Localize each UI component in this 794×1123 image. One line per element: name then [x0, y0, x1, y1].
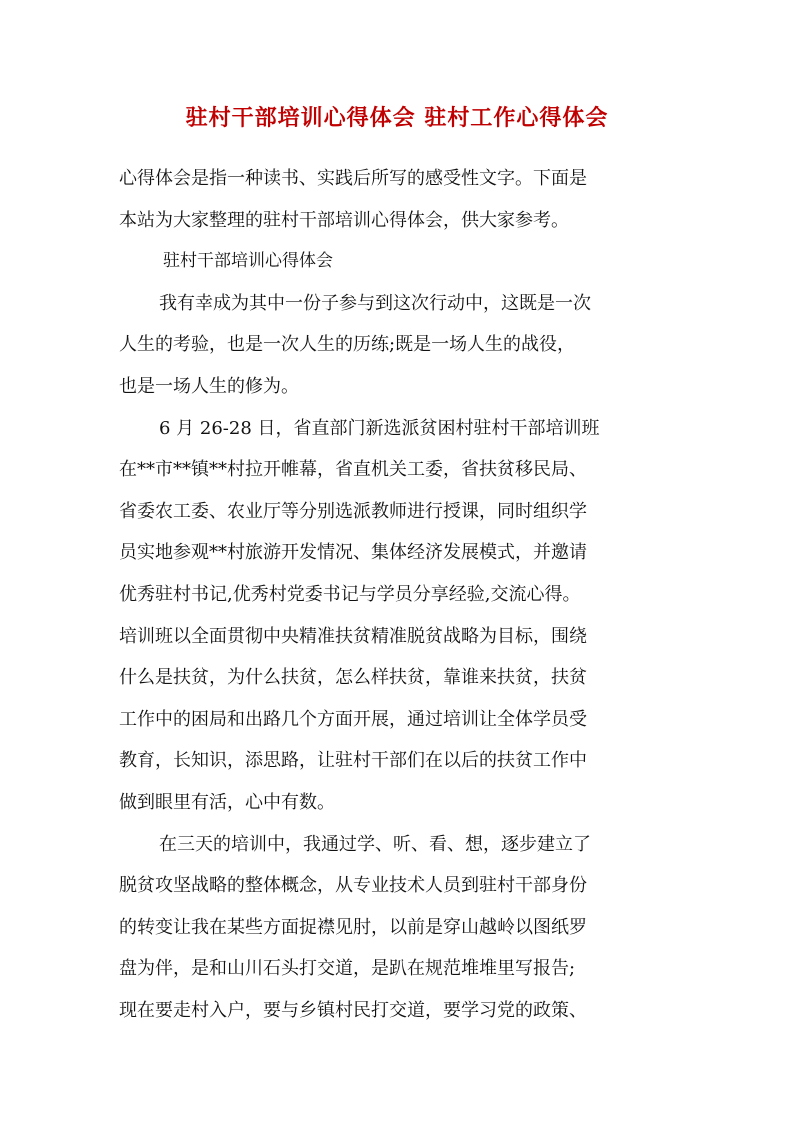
body-line: 员实地参观**村旅游开发情况、集体经济发展模式，并邀请	[119, 542, 587, 564]
body-line: 6 月 26-28 日，省直部门新选派贫困村驻村干部培训班	[159, 417, 600, 439]
body-line: 盘为伴，是和山川石头打交道，是趴在规范堆堆里写报告;	[119, 958, 576, 980]
body-line: 做到眼里有活，心中有数。	[119, 791, 335, 813]
document-title: 驻村干部培训心得体会 驻村工作心得体会	[185, 105, 609, 131]
body-line: 我有幸成为其中一份子参与到这次行动中，这既是一次	[159, 292, 591, 314]
body-line: 现在要走村入户，要与乡镇村民打交道，要学习党的政策、	[119, 999, 587, 1021]
body-line: 优秀驻村书记,优秀村党委书记与学员分享经验,交流心得。	[119, 583, 581, 605]
body-line: 脱贫攻坚战略的整体概念，从专业技术人员到驻村干部身份	[119, 875, 587, 897]
body-line: 在三天的培训中，我通过学、听、看、想，逐步建立了	[159, 833, 591, 855]
body-line: 什么是扶贫，为什么扶贫，怎么样扶贫，靠谁来扶贫，扶贫	[119, 667, 587, 689]
body-line: 培训班以全面贯彻中央精准扶贫精准脱贫战略为目标，围绕	[119, 625, 587, 647]
section-heading: 驻村干部培训心得体会	[163, 251, 333, 272]
body-line: 本站为大家整理的驻村干部培训心得体会，供大家参考。	[119, 209, 569, 231]
body-line: 省委农工委、农业厅等分别选派教师进行授课，同时组织学	[119, 500, 587, 522]
body-line: 也是一场人生的修为。	[119, 375, 299, 397]
body-line: 的转变让我在某些方面捉襟见肘，以前是穿山越岭以图纸罗	[119, 916, 587, 938]
body-line: 人生的考验，也是一次人生的历练;既是一场人生的战役，	[119, 334, 576, 356]
body-line: 心得体会是指一种读书、实践后所写的感受性文字。下面是	[119, 168, 587, 189]
body-line: 教育，长知识，添思路，让驻村干部们在以后的扶贫工作中	[119, 750, 587, 772]
document-body	[119, 158, 679, 1031]
body-line: 工作中的困局和出路几个方面开展，通过培训让全体学员受	[119, 708, 587, 730]
body-line: 在**市**镇**村拉开帷幕，省直机关工委，省扶贫移民局、	[119, 459, 587, 481]
